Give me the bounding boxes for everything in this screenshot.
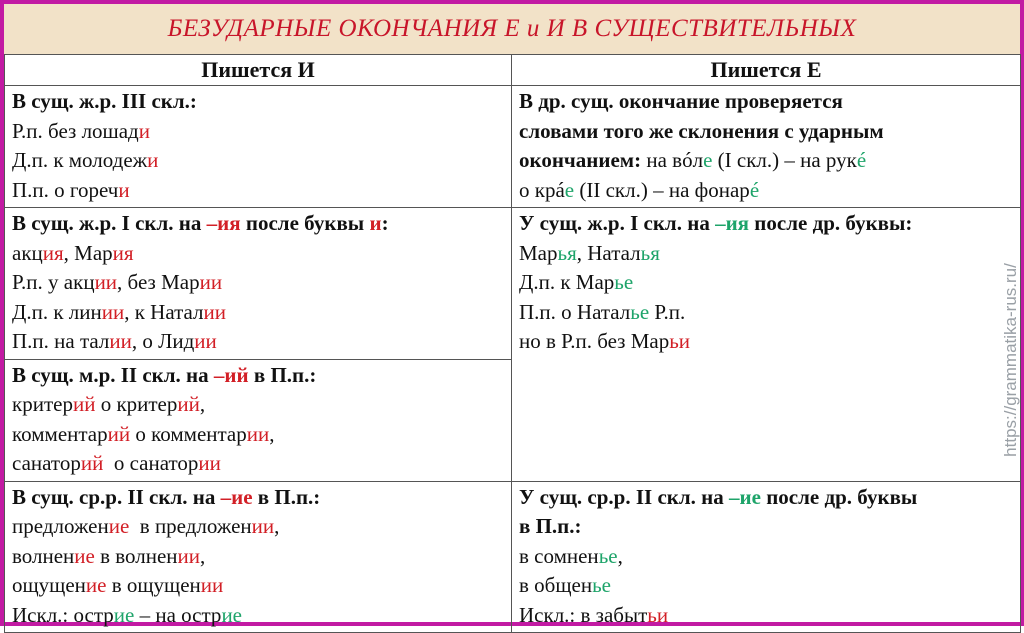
rules-table	[4, 54, 1021, 633]
table-header-row	[5, 55, 1021, 86]
table-row	[5, 208, 1021, 360]
example-line: предложение в предложении,	[12, 514, 280, 538]
page-title: БЕЗУДАРНЫЕ ОКОНЧАНИЯ Е и И В СУЩЕСТВИТЕЛЬНЫХ	[4, 4, 1020, 54]
example-line: П.п. о Наталье Р.п.	[519, 299, 686, 324]
rule-heading: В др. сущ. окончание проверяется	[519, 89, 843, 113]
example-line: комментарий о комментарии,	[12, 421, 275, 446]
example-line: в общенье	[519, 573, 611, 597]
rule-heading: В сущ. ж.р. I скл. на –ия после буквы и:	[12, 211, 389, 235]
example-line: Р.п. без лошади	[12, 118, 150, 143]
example-line: окончанием: на вóле (I скл.) – на рукé	[519, 148, 867, 172]
example-line: критерий о критерий,	[12, 392, 206, 416]
cell-right-iya-after-other	[512, 208, 1021, 482]
table-row	[5, 481, 1021, 633]
rule-heading: в П.п.:	[519, 514, 582, 538]
example-line: Д.п. к Марье	[519, 270, 634, 294]
cell-right-neuter-ie	[512, 481, 1021, 633]
example-line: Марья, Наталья	[519, 240, 660, 265]
example-line: Д.п. к линии, к Наталии	[12, 299, 227, 324]
rule-heading: В сущ. ж.р. III скл.:	[12, 89, 197, 113]
example-line: П.п. на талии, о Лидии	[12, 329, 217, 353]
rule-heading: В сущ. м.р. II скл. на –ий в П.п.:	[12, 362, 317, 387]
example-line: волнение в волнении,	[12, 543, 206, 568]
example-line: ощущение в ощущении	[12, 573, 224, 597]
example-line: Р.п. у акции, без Марии	[12, 270, 223, 294]
example-line: о крáе (II скл.) – на фонарé	[519, 177, 760, 202]
header-right: Пишется Е	[512, 55, 1021, 86]
example-line: но в Р.п. без Марьи	[519, 329, 691, 353]
cell-left-masculine-iy	[5, 359, 512, 481]
cell-left-neuter-ie	[5, 481, 512, 633]
example-line: акция, Мария	[12, 240, 134, 265]
cell-left-iya-after-i	[5, 208, 512, 360]
example-line: в сомненье,	[519, 543, 623, 568]
header-left: Пишется И	[5, 55, 512, 86]
rule-heading: У сущ. ср.р. II скл. на –ие после др. буквы	[519, 484, 918, 509]
rule-heading: словами того же склонения с ударным	[519, 118, 884, 143]
watermark: https://grammatika-rus.ru/	[1001, 263, 1020, 457]
table-row	[5, 86, 1021, 208]
cell-left-third-declension	[5, 86, 512, 208]
cell-right-other-nouns	[512, 86, 1021, 208]
example-line: санаторий о санатории	[12, 451, 221, 475]
example-line: П.п. о горечи	[12, 177, 130, 202]
example-line: Д.п. к молодежи	[12, 148, 159, 172]
rule-heading: У сущ. ж.р. I скл. на –ия после др. буквы:	[519, 211, 913, 235]
rule-heading: В сущ. ср.р. II скл. на –ие в П.п.:	[12, 484, 321, 509]
example-line: Искл.: острие – на острие	[12, 602, 242, 627]
example-line: Искл.: в забытьи	[519, 602, 669, 627]
